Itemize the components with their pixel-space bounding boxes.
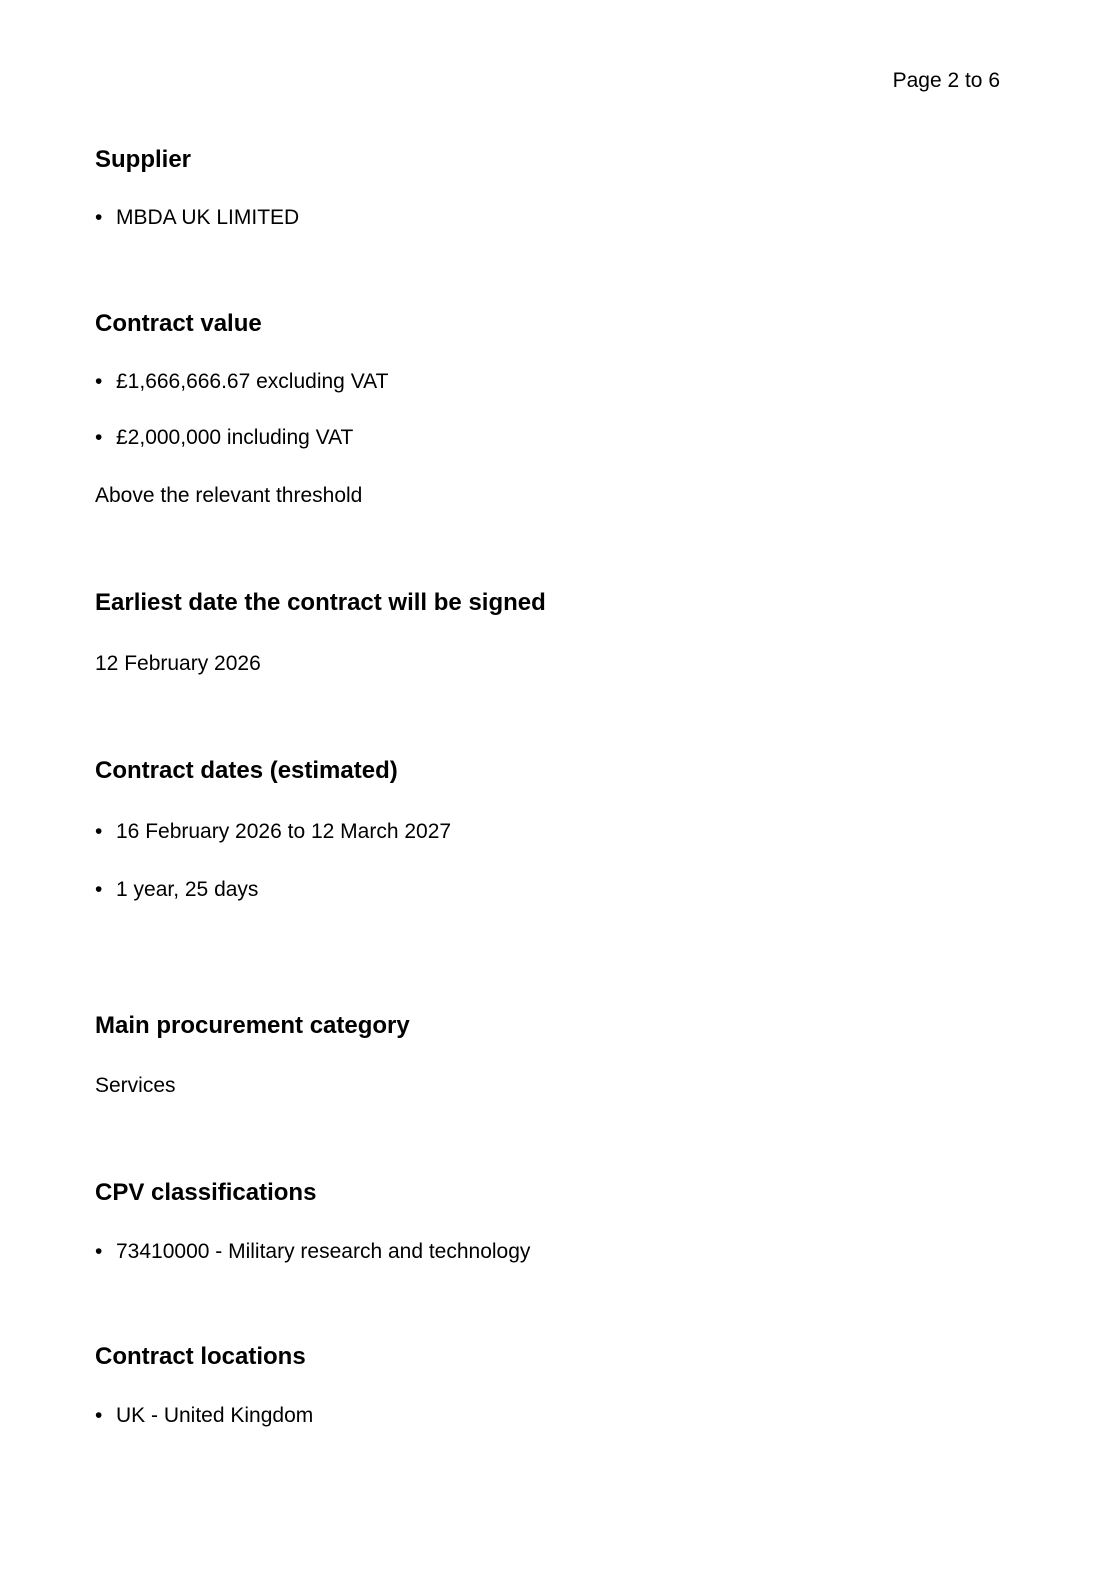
earliest-sign-date-value: 12 February 2026 (95, 652, 261, 675)
bullet-icon: • (95, 426, 103, 449)
threshold-note: Above the relevant threshold (95, 484, 363, 507)
page-number: Page 2 to 6 (892, 69, 1000, 92)
contract-date-range: 16 February 2026 to 12 March 2027 (116, 820, 452, 843)
bullet-icon: • (95, 820, 103, 843)
cpv-code: 73410000 - Military research and technology (116, 1240, 531, 1263)
earliest-sign-date-heading: Earliest date the contract will be signed (95, 589, 546, 616)
bullet-icon: • (95, 206, 103, 229)
contract-dates-item (95, 819, 451, 845)
procurement-category-value: Services (95, 1074, 176, 1097)
procurement-category-heading: Main procurement category (95, 1012, 410, 1039)
locations-item (95, 1403, 313, 1429)
bullet-icon: • (95, 878, 103, 901)
bullet-icon: • (95, 1404, 103, 1427)
contract-value-heading: Contract value (95, 310, 262, 337)
locations-heading: Contract locations (95, 1343, 306, 1370)
contract-dates-item (95, 877, 258, 903)
contract-value-item (95, 425, 353, 451)
supplier-heading: Supplier (95, 146, 192, 173)
cpv-item (95, 1239, 530, 1265)
supplier-item (95, 205, 299, 231)
value-including-vat: £2,000,000 including VAT (116, 426, 354, 449)
bullet-icon: • (95, 1240, 103, 1263)
value-excluding-vat: £1,666,666.67 excluding VAT (116, 370, 389, 393)
location-name: UK - United Kingdom (116, 1404, 314, 1427)
contract-duration: 1 year, 25 days (116, 878, 259, 901)
bullet-icon: • (95, 370, 103, 393)
contract-value-item (95, 369, 388, 395)
supplier-name: MBDA UK LIMITED (116, 206, 300, 229)
cpv-heading: CPV classifications (95, 1179, 317, 1206)
contract-dates-heading: Contract dates (estimated) (95, 757, 398, 784)
